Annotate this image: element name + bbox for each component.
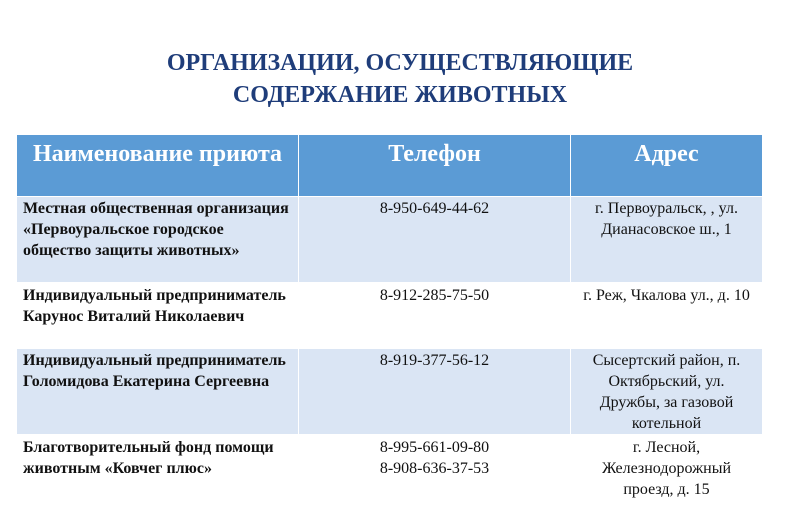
page-title-line-1: ОРГАНИЗАЦИИ, ОСУЩЕСТВЛЯЮЩИЕ	[166, 50, 634, 76]
shelter-name: Местная общественная организация «Первоуральское городское общество защиты животных»	[17, 197, 299, 283]
shelter-phone	[299, 283, 571, 348]
shelter-address: Сысертский район, п. Октябрьский, ул. Дружбы, за газовой котельной	[571, 348, 763, 435]
table-header-row	[17, 135, 763, 197]
shelter-address: г. Реж, Чкалова ул., д. 10	[571, 283, 763, 348]
shelter-phone	[299, 197, 571, 283]
phone-number: 8-912-285-75-50	[379, 286, 490, 304]
phone-number: 8-919-377-56-12	[379, 351, 490, 369]
column-header-phone: Телефон	[299, 135, 571, 197]
table-row	[17, 283, 763, 348]
shelter-address: г. Лесной, Железнодорожный проезд, д. 15	[571, 435, 763, 507]
table-row	[17, 197, 763, 283]
page-title	[0, 47, 800, 111]
column-header-address: Адрес	[571, 135, 763, 197]
shelters-table	[16, 134, 763, 508]
column-header-name: Наименование приюта	[17, 135, 299, 197]
shelter-name: Индивидуальный предприниматель Голомидова Екатерина Сергеевна	[17, 348, 299, 435]
shelter-name: Благотворительный фонд помощи животным «Ковчег плюс»	[17, 435, 299, 507]
shelter-phone	[299, 435, 571, 507]
shelter-name: Индивидуальный предприниматель Карунос Виталий Николаевич	[17, 283, 299, 348]
table-row	[17, 348, 763, 435]
phone-number: 8-950-649-44-62	[379, 200, 490, 217]
shelter-address: г. Первоуральск, , ул. Дианасовское ш., 1	[571, 197, 763, 283]
phone-number: 8-908-636-37-53	[379, 459, 490, 477]
table-row	[17, 435, 763, 507]
page-title-line-2: СОДЕРЖАНИЕ ЖИВОТНЫХ	[232, 82, 568, 108]
shelter-phone	[299, 348, 571, 435]
phone-number: 8-995-661-09-80	[379, 438, 490, 456]
